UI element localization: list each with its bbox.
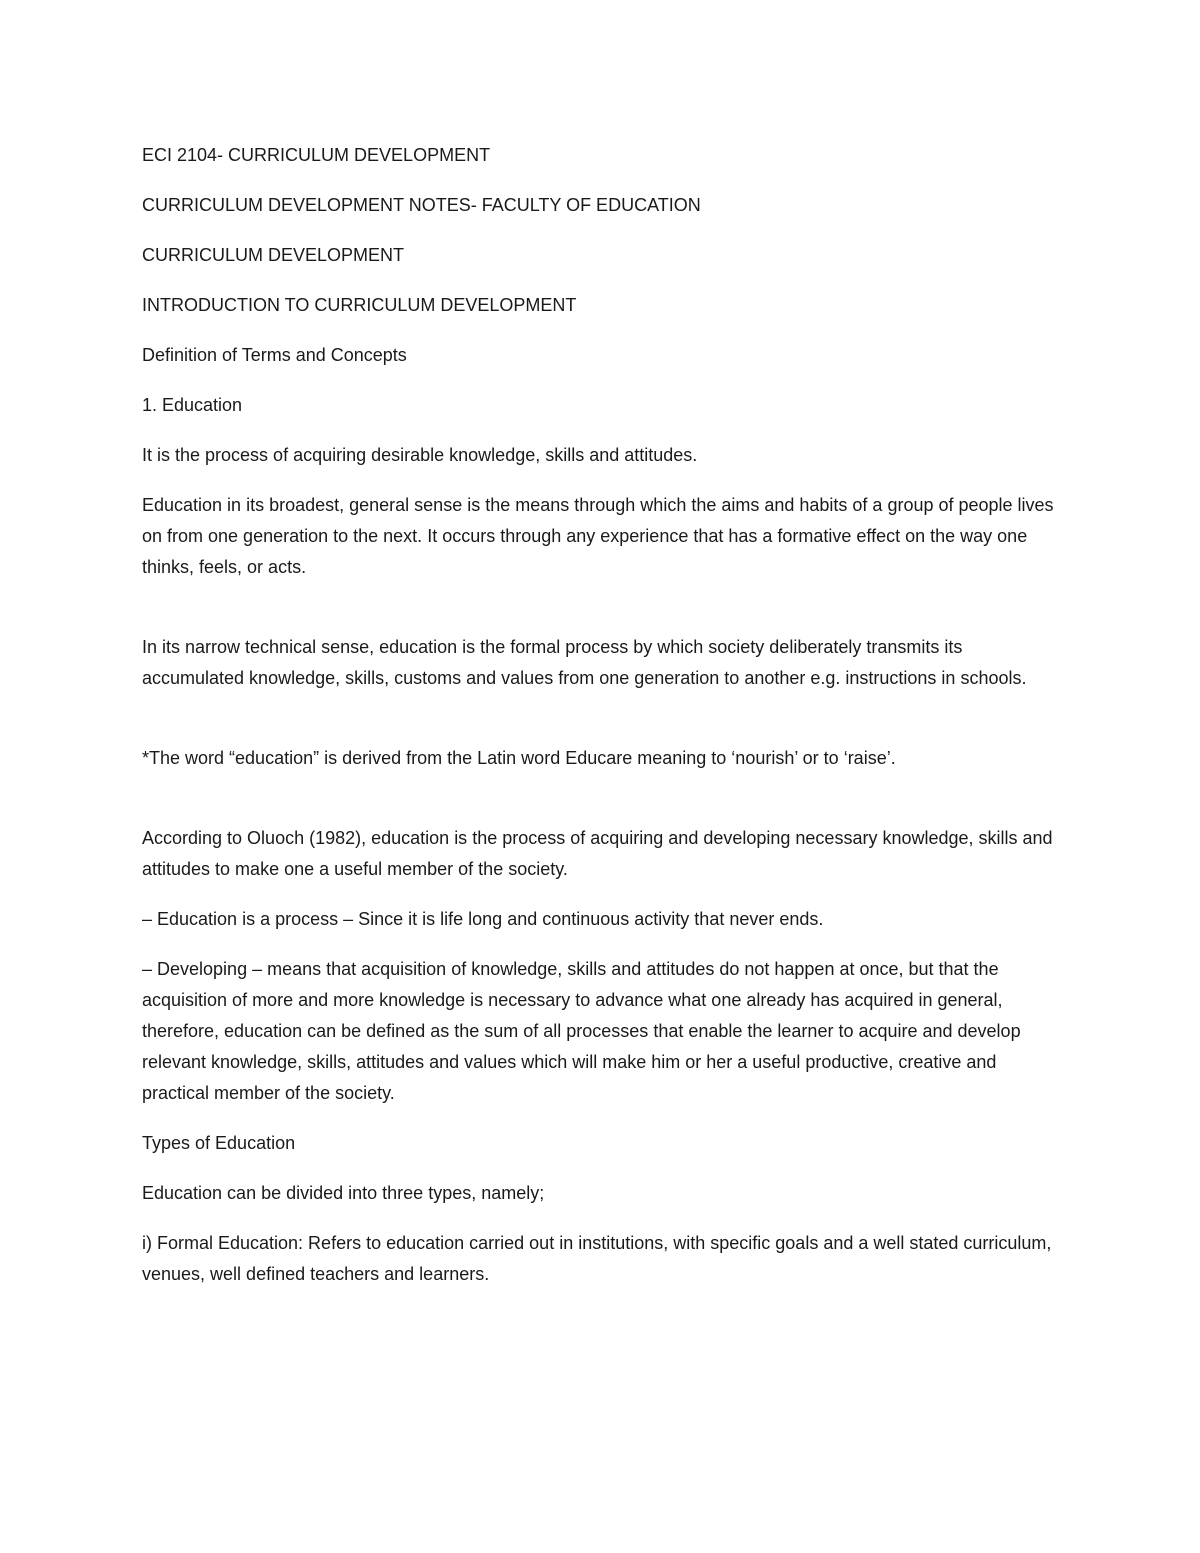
introduction-heading: INTRODUCTION TO CURRICULUM DEVELOPMENT (142, 295, 577, 315)
narrow-sense-paragraph: In its narrow technical sense, education is the formal process by which society deliberately transmits its accumulated knowledge, skills, customs and values from one generation to another e.g. instructions in schools. (142, 637, 1027, 688)
education-definition: It is the process of acquiring desirable knowledge, skills and attitudes. (142, 445, 698, 465)
developing-bullet: – Developing – means that acquisition of knowledge, skills and attitudes do not happen at once, but that the acquisition of more and more knowledge is necessary to advance what one already has acquired in general, therefore, education can be defined as the sum of all processes that enable the learner to acquire and develop relevant knowledge, skills, attitudes and values which will make him or her a useful productive, creative and practical member of the society. (142, 959, 1021, 1103)
definitions-heading: Definition of Terms and Concepts (142, 345, 407, 365)
section-title: CURRICULUM DEVELOPMENT (142, 245, 405, 265)
oluoch-definition-paragraph: According to Oluoch (1982), education is the process of acquiring and developing necessary knowledge, skills and attitudes to make one a useful member of the society. (142, 828, 1053, 879)
process-bullet: – Education is a process – Since it is life long and continuous activity that never ends. (142, 909, 824, 929)
course-code-heading: ECI 2104- CURRICULUM DEVELOPMENT (142, 145, 491, 165)
education-subheading: 1. Education (142, 395, 243, 415)
formal-education-item: i) Formal Education: Refers to education carried out in institutions, with specific goals and a well stated curriculum, venues, well defined teachers and learners. (142, 1233, 1052, 1284)
notes-subtitle: CURRICULUM DEVELOPMENT NOTES- FACULTY OF EDUCATION (142, 195, 701, 215)
etymology-paragraph: *The word “education” is derived from the Latin word Educare meaning to ‘nourish’ or to ‘raise’. (142, 748, 896, 768)
broad-sense-paragraph: Education in its broadest, general sense is the means through which the aims and habits of a group of people lives on from one generation to the next. It occurs through any experience that has a formative effect on the way one thinks, feels, or acts. (142, 495, 1054, 577)
types-heading: Types of Education (142, 1133, 296, 1153)
document-body (142, 140, 1062, 1309)
types-intro: Education can be divided into three types, namely; (142, 1183, 545, 1203)
